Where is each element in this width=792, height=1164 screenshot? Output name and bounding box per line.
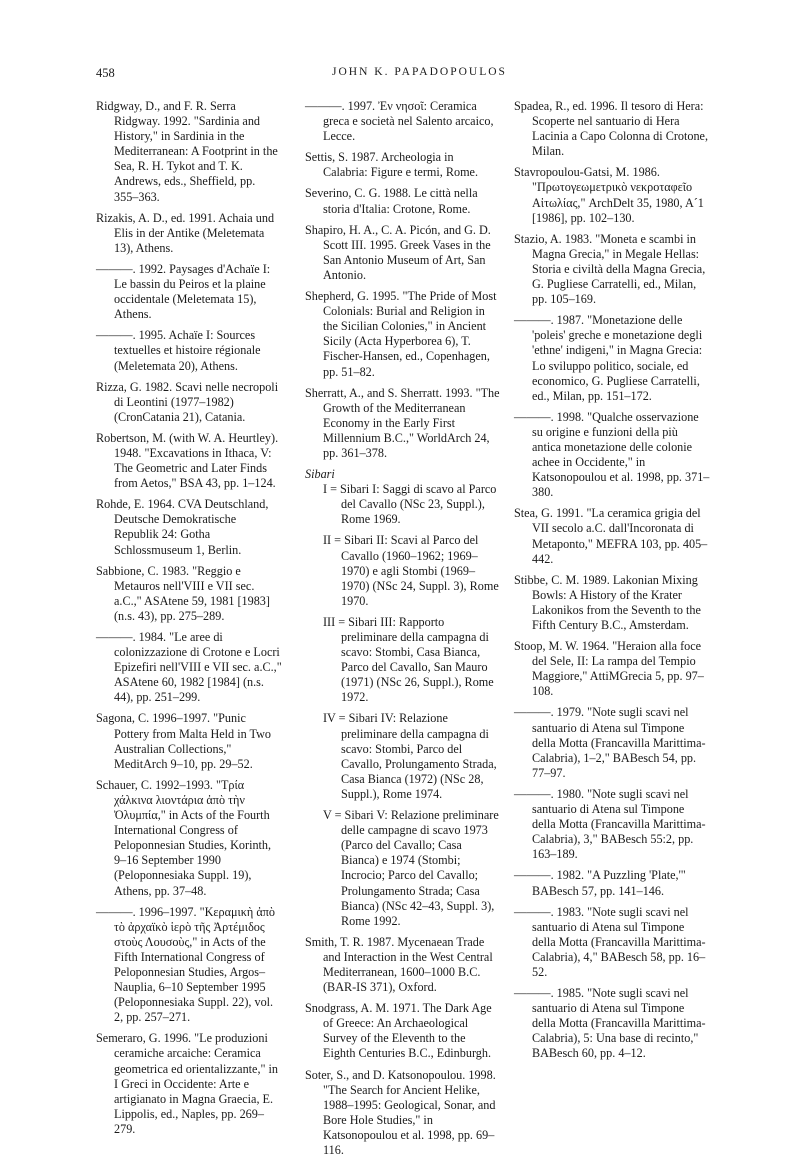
bibliography-entry: IV = Sibari IV: Relazione preliminare della campagna di scavo: Stombi, Parco del Cavallo, Prolungamento Strada, Casa Bianca (1972) (NSc 28, Suppl.), Rome 1974.	[323, 711, 497, 801]
bibliography-entry: I = Sibari I: Saggi di scavo al Parco del Cavallo (NSc 23, Suppl.), Rome 1969.	[323, 482, 497, 527]
bibliography-entry: Spadea, R., ed. 1996. Il tesoro di Hera: Scoperte nel santuario di Hera Lacinia a Capo Colonna di Crotone, Milan.	[514, 99, 708, 159]
bibliography-entry: Stibbe, C. M. 1989. Lakonian Mixing Bowls: A History of the Krater Lakonikos from the Seventh to the Fifth Century B.C., Amsterdam.	[514, 572, 701, 632]
bibliography-entry: ———. 1995. Achaïe I: Sources textuelles et histoire régionale (Meletemata 20), Athens.	[96, 328, 261, 373]
page-number: 458	[96, 66, 115, 80]
bibliography-entry: Rohde, E. 1964. CVA Deutschland, Deutsche Demokratische Republik 24: Gotha Schlossmuseum 1, Berlin.	[96, 497, 269, 557]
bibliography-entry: Soter, S., and D. Katsonopoulou. 1998. "The Search for Ancient Helike, 1988–1995: Geological, Sonar, and Bore Hole Studies," in Katsonopoulou et al. 1998, pp. 69–116.	[305, 1067, 496, 1157]
page-header	[96, 66, 696, 84]
bibliography-entry: III = Sibari III: Rapporto preliminare della campagna di scavo: Stombi, Casa Bianca, Parco del Cavallo, San Mauro (1971) (NSc 26, Suppl.), Rome 1972.	[323, 614, 494, 705]
bibliography-entry: Semeraro, G. 1996. "Le produzioni ceramiche arcaiche: Ceramica geometrica ed orientalizzante," in I Greci in Occidente: Arte e artigianato in Magna Graecia, E. Lippolis, ed., Naples, pp. 269–279.	[96, 1031, 279, 1136]
bibliography-entry: Smith, T. R. 1987. Mycenaean Trade and Interaction in the West Central Mediterranean, 1600–1000 B.C. (BAR-IS 371), Oxford.	[305, 934, 493, 995]
bibliography-column-2	[305, 99, 501, 1164]
bibliography-column-3	[514, 99, 710, 1068]
bibliography-entry: Sabbione, C. 1983. "Reggio e Metauros nell'VIII e VII sec. a.C.," ASAtene 59, 1981 [1983] (n.s. 43), pp. 275–289.	[96, 563, 270, 623]
bibliography-entry: Stoop, M. W. 1964. "Heraion alla foce del Sele, II: La rampa del Tempio Maggiore," AttiMGrecia 5, pp. 97–108.	[514, 639, 704, 699]
bibliography-entry: ———. 1985. "Note sugli scavi nel santuario di Atena sul Timpone della Motta (Francavilla Marittima-Calabria), 5: Una base di recinto," BABesch 60, pp. 4–12.	[514, 986, 706, 1061]
bibliography-entry: ———. 1987. "Monetazione delle 'poleis' greche e monetazione degli 'ethne' indigeni," in Magna Grecia: Lo sviluppo politico, sociale, ed economico, G. Pugliese Carratelli, ed., Milan, pp. 151–172.	[514, 313, 703, 403]
bibliography-entry: Settis, S. 1987. Archeologia in Calabria: Figure e termi, Rome.	[305, 150, 479, 180]
bibliography-entry: Stea, G. 1991. "La ceramica grigia del VII secolo a.C. dall'Incoronata di Metaponto," MEFRA 103, pp. 405–442.	[514, 506, 708, 566]
bibliography-entry: Robertson, M. (with W. A. Heurtley). 1948. "Excavations in Ithaca, V: The Geometric and Later Finds from Aetos," BSA 43, pp. 1–124.	[96, 430, 279, 491]
bibliography-entry: V = Sibari V: Relazione preliminare delle campagne di scavo 1973 (Parco del Cavallo; Casa Bianca) e 1974 (Stombi; Incrocio; Parco del Cavallo; Prolungamento Strada; Casa Bianca) (NSc 42–43, Suppl. 3), Rome 1992.	[323, 808, 499, 928]
bibliography-entry: ———. 1984. "Le aree di colonizzazione di Crotone e Locri Epizefiri nell'VIII e VII sec. a.C.," ASAtene 60, 1982 [1984] (n.s. 44), pp. 251–299.	[96, 630, 282, 705]
bibliography-entry: Stavropoulou-Gatsi, M. 1986. "Πρωτογεωμετρικὸ νεκροταφεῖο Αἰτωλίας," ArchDelt 35, 1980, A´1 [1986], pp. 102–130.	[514, 165, 704, 225]
bibliography-entry: ———. 1982. "A Puzzling 'Plate,'" BABesch 57, pp. 141–146.	[514, 868, 686, 898]
bibliography-entry: Snodgrass, A. M. 1971. The Dark Age of Greece: An Archaeological Survey of the Eleventh to the Eighth Centuries B.C., Edinburgh.	[305, 1001, 492, 1061]
bibliography-entry: Rizza, G. 1982. Scavi nelle necropoli di Leontini (1977–1982) (CronCatania 21), Catania.	[96, 379, 279, 424]
bibliography-entry: Schauer, C. 1992–1993. "Τρία χάλκινα λιοντάρια ἀπὸ τὴν Ὀλυμπία," in Acts of the Fourth International Congress of Peloponnesian Studies, Korinth, 9–16 September 1990 (Peloponnesiaka Suppl. 19), Athens, pp. 37–48.	[96, 777, 272, 898]
bibliography-entry: ———. 1979. "Note sugli scavi nel santuario di Atena sul Timpone della Motta (Francavilla Marittima-Calabria), 1–2," BABesch 54, pp. 77–97.	[514, 705, 706, 780]
bibliography-entry: ———. 1998. "Qualche osservazione su origine e funzioni della più antica monetazione delle colonie achee in Occidente," in Katsonopoulou et al. 1998, pp. 371–380.	[514, 409, 710, 500]
bibliography-entry: ———. 1992. Paysages d'Achaïe I: Le bassin du Peiros et la plaine occidentale (Meletemata 15), Athens.	[96, 261, 271, 322]
bibliography-entry: Stazio, A. 1983. "Moneta e scambi in Magna Grecia," in Megale Hellas: Storia e civiltà della Magna Grecia, G. Pugliese Carratelli, ed., Milan, pp. 105–169.	[514, 231, 706, 307]
bibliography-entry: Shapiro, H. A., C. A. Picón, and G. D. Scott III. 1995. Greek Vases in the San Antonio Museum of Art, San Antonio.	[305, 222, 491, 282]
bibliography-column-1	[96, 99, 282, 1143]
section-heading: Sibari	[305, 467, 335, 482]
bibliography-entry: Severino, C. G. 1988. Le città nella storia d'Italia: Crotone, Rome.	[305, 186, 478, 216]
bibliography-entry: ———. 1997. Ἐν νησοῖ: Ceramica greca e società nel Salento arcaico, Lecce.	[305, 99, 494, 144]
running-head: JOHN K. PAPADOPOULOS	[332, 66, 507, 78]
bibliography-entry: ———. 1983. "Note sugli scavi nel santuario di Atena sul Timpone della Motta (Francavilla Marittima-Calabria), 4," BABesch 58, pp. 16–52.	[514, 904, 706, 979]
bibliography-entry: Sagona, C. 1996–1997. "Punic Pottery from Malta Held in Two Australian Collections," MeditArch 9–10, pp. 29–52.	[96, 711, 271, 771]
bibliography-entry: ———. 1996–1997. "Κεραμικὴ ἀπὸ τὸ ἀρχαϊκὸ ἱερὸ τῆς Ἀρτέμιδος στοὺς Λουσοὺς," in Acts of the Fifth International Congress of Peloponnesian Studies, Argos–Nauplia, 6–10 September 1995 (Peloponnesiaka Suppl. 22), vol. 2, pp. 257–271.	[96, 904, 275, 1025]
bibliography-entry: Sherratt, A., and S. Sherratt. 1993. "The Growth of the Mediterranean Economy in the Early First Millennium B.C.," WorldArch 24, pp. 361–378.	[305, 385, 500, 460]
bibliography-entry: Shepherd, G. 1995. "The Pride of Most Colonials: Burial and Religion in the Sicilian Colonies," in Ancient Sicily (Acta Hyperborea 6), T. Fischer-Hansen, ed., Copenhagen, pp. 51–82.	[305, 289, 497, 379]
bibliography-entry: Rizakis, A. D., ed. 1991. Achaia und Elis in der Antike (Meletemata 13), Athens.	[96, 210, 275, 255]
bibliography-entry: ———. 1980. "Note sugli scavi nel santuario di Atena sul Timpone della Motta (Francavilla Marittima-Calabria), 3," BABesch 55:2, pp. 163–189.	[514, 786, 706, 862]
bibliography-entry: Ridgway, D., and F. R. Serra Ridgway. 1992. "Sardinia and History," in Sardinia in the Mediterranean: A Footprint in the Sea, R. H. Tykot and T. K. Andrews, eds., Sheffield, pp. 355–363.	[96, 99, 278, 204]
bibliography-entry: II = Sibari II: Scavi al Parco del Cavallo (1960–1962; 1969–1970) e agli Stombi (1969–1970) (NSc 24, Suppl. 3), Rome 1970.	[323, 533, 499, 608]
